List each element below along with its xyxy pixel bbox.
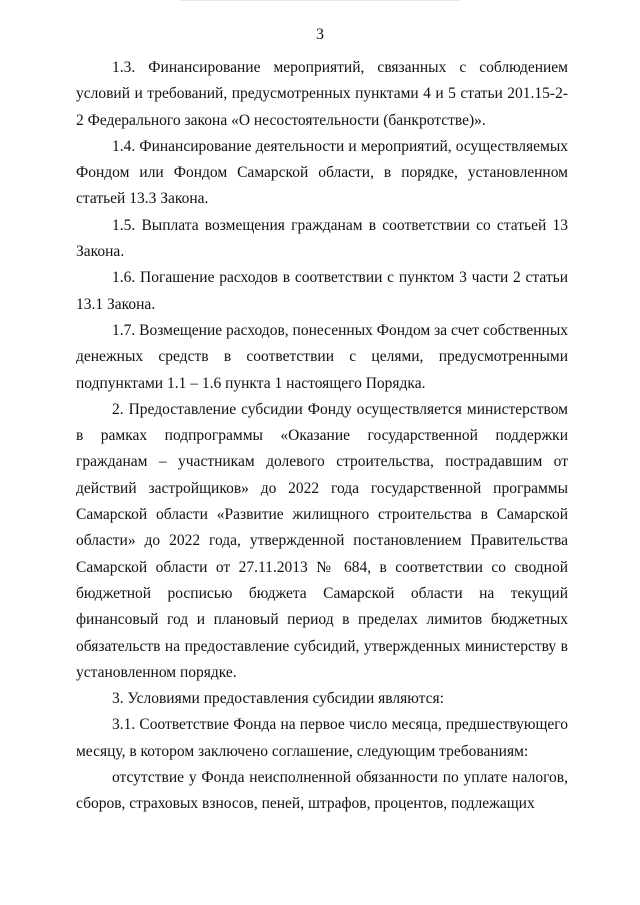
- top-edge-line: [180, 0, 460, 1]
- paragraph-1-6: 1.6. Погашение расходов в соответствии с пунктом 3 части 2 статьи 13.1 Закона.: [76, 269, 568, 313]
- paragraph-requirement: отсутствие у Фонда неисполненной обязанности по уплате налогов, сборов, страховых взносов, пеней, штрафов, процентов, подлежащих: [76, 769, 568, 813]
- paragraph-2: 2. Предоставление субсидии Фонду осуществляется министерством в рамках подпрограммы «Оказание государственной поддержки гражданам – участникам долевого строительства, пострадавшим от действий застройщиков» до 2022 года государственной программы Самарской области «Развитие жилищного строительства в Самарской области» до 2022 года, утвержденной постановлением Правительства Самарской области от 27.11.2013 № 684, в соответствии со сводной бюджетной росписью бюджета Самарской области на текущий финансовый год и плановый период в пределах лимитов бюджетных обязательств на предоставление субсидий, утвержденных министерству в установленном порядке.: [76, 400, 568, 681]
- document-body: [76, 55, 568, 818]
- paragraph-1-7: 1.7. Возмещение расходов, понесенных Фондом за счет собственных денежных средств в соответствии с целями, предусмотренными подпунктами 1.1 – 1.6 пункта 1 настоящего Порядка.: [76, 321, 568, 392]
- paragraph-3-1: 3.1. Соответствие Фонда на первое число месяца, предшествующего месяцу, в котором заключено соглашение, следующим требованиям:: [76, 716, 568, 760]
- paragraph-1-4: 1.4. Финансирование деятельности и мероприятий, осуществляемых Фондом или Фондом Самарской области, в порядке, установленном статьей 13.3 Закона.: [76, 137, 568, 208]
- paragraph-1-5: 1.5. Выплата возмещения гражданам в соответствии со статьей 13 Закона.: [76, 216, 568, 261]
- page-number: 3: [316, 26, 324, 43]
- paragraph-1-3: 1.3. Финансирование мероприятий, связанных с соблюдением условий и требований, предусмотренных пунктами 4 и 5 статьи 201.15-2-2 Федерального закона «О несостоятельности (банкротстве)».: [76, 59, 568, 129]
- paragraph-3: 3. Условиями предоставления субсидии являются:: [112, 690, 444, 708]
